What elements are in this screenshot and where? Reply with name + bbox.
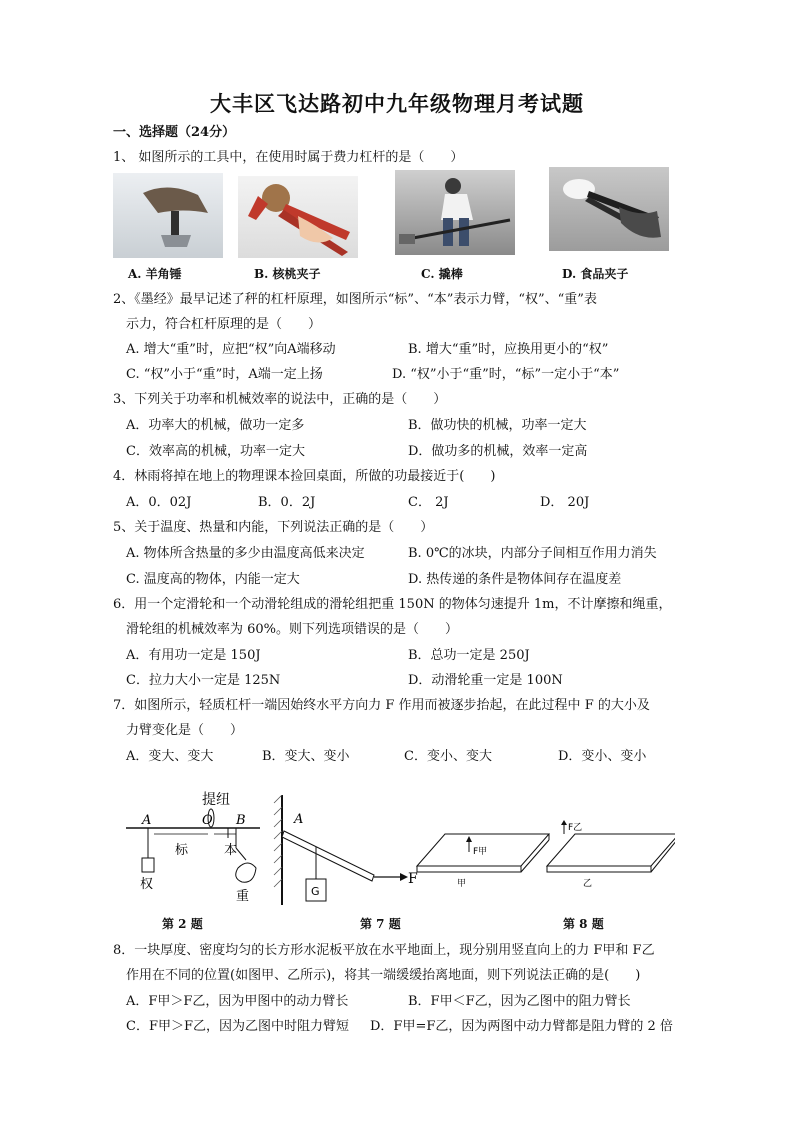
question-3-option-a: A．功率大的机械，做功一定多 xyxy=(126,418,305,433)
question-2-stem-line2: 示力，符合杠杆原理的是（ ） xyxy=(126,317,322,332)
fig7-label-g: G xyxy=(311,885,320,898)
question-8-stem-line1: 8．一块厚度、密度均匀的长方形水泥板平放在水平地面上，现分别用竖直向上的力 F甲和 F乙 xyxy=(113,943,655,958)
question-1-option-a: A. 羊角锤 xyxy=(128,267,182,281)
figure-2-steelyard xyxy=(118,788,268,906)
fig2-label-tizu: 提纽 xyxy=(202,792,230,808)
fig2-label-a: A xyxy=(142,813,152,828)
fig8-label-yi: 乙 xyxy=(583,879,593,889)
question-6-option-a: A．有用功一定是 150J xyxy=(126,648,261,663)
figure-2-caption: 第 2 题 xyxy=(162,917,203,931)
question-2-option-a: A. 增大“重”时，应把“权”向A端移动 xyxy=(126,342,336,357)
question-3-option-d: D．做功多的机械，效率一定高 xyxy=(408,444,588,459)
question-1-option-b: B. 核桃夹子 xyxy=(254,267,321,281)
figure-7-lever xyxy=(270,795,420,907)
question-1-option-d: D. 食品夹子 xyxy=(562,267,629,281)
question-7-option-b: B．变大、变小 xyxy=(262,749,350,764)
question-3-option-b: B．做功快的机械，功率一定大 xyxy=(408,418,587,433)
question-4-option-a: A．0．02J xyxy=(126,495,192,510)
question-3-option-c: C．效率高的机械，功率一定大 xyxy=(126,444,305,459)
question-7-option-d: D．变小、变小 xyxy=(558,749,647,764)
question-6-option-b: B．总功一定是 250J xyxy=(408,648,530,663)
fig2-label-ben: 本 xyxy=(224,843,238,858)
fig2-label-b: B xyxy=(236,813,246,828)
question-6-option-c: C．拉力大小一定是 125N xyxy=(126,673,281,688)
nutcracker-image xyxy=(238,176,358,258)
fig7-label-f: F xyxy=(408,871,418,887)
question-4-option-b: B．0．2J xyxy=(258,495,316,510)
question-5-option-c: C. 温度高的物体，内能一定大 xyxy=(126,572,300,587)
section-heading: 一、选择题（24分） xyxy=(113,125,236,140)
question-2-option-d: D. “权”小于“重”时，“标”一定小于“本” xyxy=(392,367,620,382)
question-7-stem-line2: 力臂变化是（ ） xyxy=(126,723,244,738)
fig2-label-biao: 标 xyxy=(175,843,189,858)
question-7-stem-line1: 7．如图所示，轻质杠杆一端因始终水平方向力 F 作用而被逐步抬起，在此过程中 F 的大小及 xyxy=(113,698,650,713)
question-6-stem-line1: 6．用一个定滑轮和一个动滑轮组成的滑轮组把重 150N 的物体匀速提升 1m，不计摩擦和绳重， xyxy=(113,597,672,612)
question-4-option-c: C． 2J xyxy=(408,495,449,510)
question-3-stem: 3、下列关于功率和机械效率的说法中，正确的是（ ） xyxy=(113,392,447,407)
question-4-option-d: D． 20J xyxy=(540,495,590,510)
question-2-option-c: C. “权”小于“重”时，A端一定上扬 xyxy=(126,367,323,382)
fig7-label-a: A xyxy=(294,812,304,827)
fig8-label-jia: 甲 xyxy=(457,879,467,889)
question-1-stem: 1、 如图所示的工具中，在使用时属于费力杠杆的是（ ） xyxy=(113,150,464,165)
question-8-option-d: D．F甲=F乙，因为两图中动力臂都是阻力臂的 2 倍 xyxy=(370,1019,673,1034)
question-1-option-c: C. 撬棒 xyxy=(421,267,463,281)
question-5-stem: 5、关于温度、热量和内能，下列说法正确的是（ ） xyxy=(113,520,434,535)
question-8-option-c: C．F甲＞F乙，因为乙图中时阻力臂短 xyxy=(126,1019,349,1034)
question-8-stem-line2: 作用在不同的位置(如图甲、乙所示)，将其一端缓缓抬离地面，则下列说法正确的是( ) xyxy=(126,968,641,983)
figure-7-caption: 第 7 题 xyxy=(360,917,401,931)
question-8-option-a: A．F甲＞F乙，因为甲图中的动力臂长 xyxy=(126,994,349,1009)
figure-8-caption: 第 8 题 xyxy=(563,917,604,931)
question-5-option-b: B. 0℃的冰块，内部分子间相互作用力消失 xyxy=(408,546,657,561)
food-tongs-image xyxy=(549,167,669,251)
question-8-option-b: B．F甲＜F乙，因为乙图中的阻力臂长 xyxy=(408,994,631,1009)
question-2-stem-line1: 2、《墨经》最早记述了秤的杠杆原理，如图所示“标”、“本”表示力臂，“权”、“重”表 xyxy=(113,292,597,307)
question-5-option-a: A. 物体所含热量的多少由温度高低来决定 xyxy=(126,546,365,561)
question-5-option-d: D. 热传递的条件是物体间存在温度差 xyxy=(408,572,622,587)
fig8-label-fjia: F甲 xyxy=(473,847,488,857)
question-6-stem-line2: 滑轮组的机械效率为 60%。则下列选项错误的是（ ） xyxy=(126,622,459,637)
fig2-label-quan: 权 xyxy=(140,877,154,892)
figure-8-slabs xyxy=(415,820,675,900)
question-7-option-c: C．变小、变大 xyxy=(404,749,492,764)
question-6-option-d: D．动滑轮重一定是 100N xyxy=(408,673,563,688)
question-7-option-a: A．变大、变大 xyxy=(126,749,214,764)
fig2-label-o: O xyxy=(202,813,213,828)
page-title: 大丰区飞达路初中九年级物理月考试题 xyxy=(210,91,584,116)
fig8-label-fyi: F乙 xyxy=(568,823,583,833)
hammer-image xyxy=(113,173,223,258)
question-2-option-b: B. 增大“重”时，应换用更小的“权” xyxy=(408,342,609,357)
question-4-stem: 4．林雨将掉在地上的物理课本捡回桌面，所做的功最接近于( ) xyxy=(113,469,496,484)
crowbar-image xyxy=(395,170,515,255)
fig2-label-zhong: 重 xyxy=(236,889,250,904)
